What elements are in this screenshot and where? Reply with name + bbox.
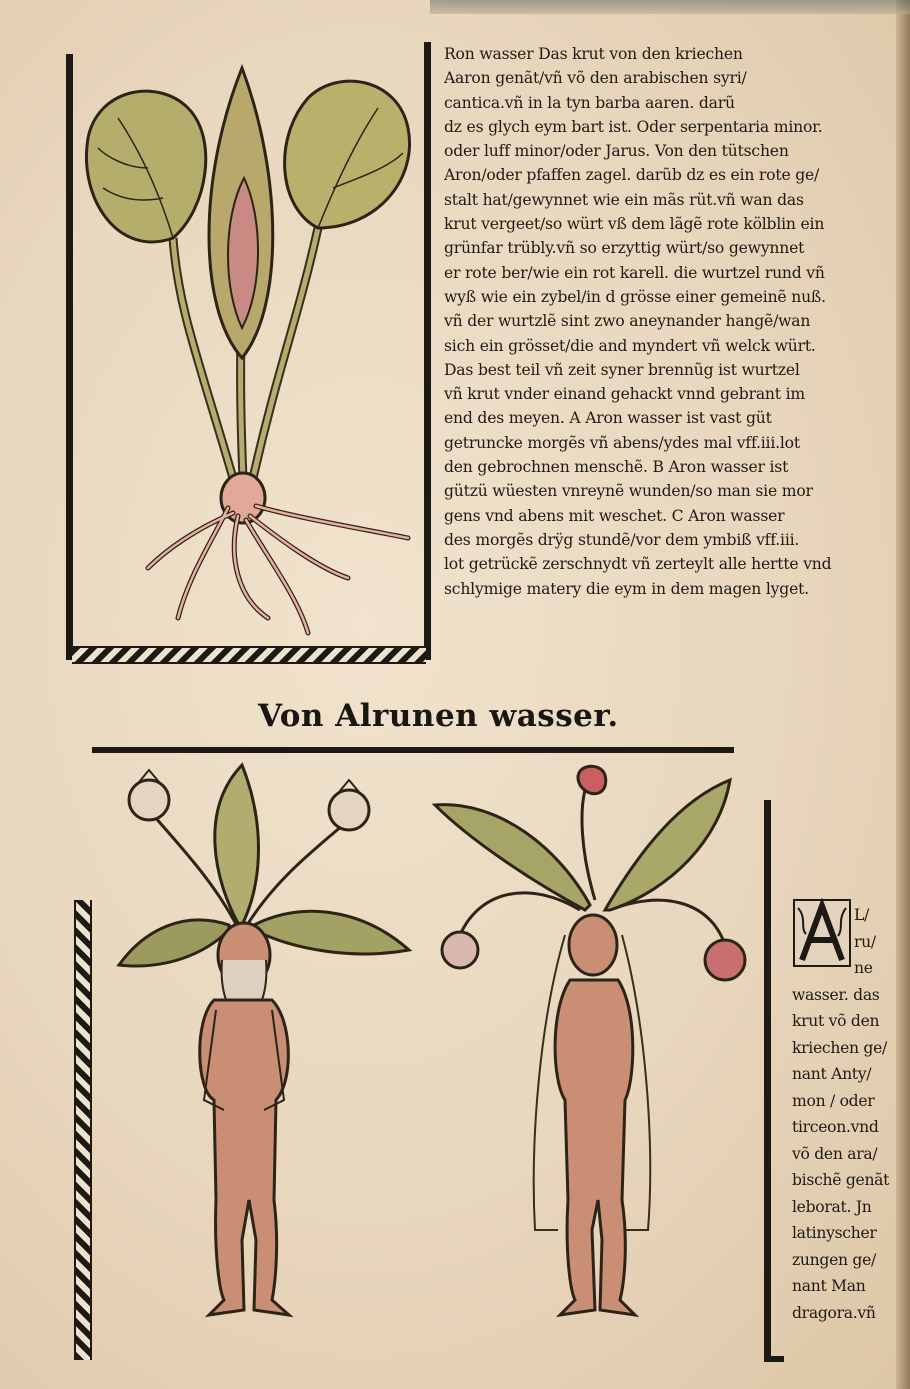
- text-line: gützü wüesten vnreynẽ wunden/so man sie mor: [444, 482, 813, 501]
- text-line: latinyscher: [792, 1224, 877, 1242]
- frame-right-rule: [424, 42, 431, 660]
- text-line: tirceon.vnd: [792, 1118, 879, 1136]
- text-line: wasser. das: [792, 985, 880, 1004]
- aron-wasser-text: [444, 42, 900, 601]
- frame-bottom-hatch: [72, 646, 426, 664]
- section-heading: Von Alrunen wasser.: [258, 698, 619, 734]
- text-line: lot getrückẽ zerschnydt vñ zerteylt alle hertte vnd: [444, 555, 832, 574]
- text-line: kriechen ge/: [792, 1038, 887, 1057]
- alrunen-wasser-text: [792, 902, 900, 1326]
- text-line: ru/: [854, 932, 876, 951]
- text-line: krut võ den: [792, 1012, 880, 1030]
- frame-left-rule: [66, 54, 73, 660]
- text-line: mon / oder: [792, 1091, 875, 1110]
- text-line: cantica.vñ in la tyn barba aaren. darũ: [444, 93, 735, 112]
- text-line: vñ der wurtzlẽ sint zwo aneynander hangẽ/wan: [444, 312, 811, 331]
- text-line: schlymige matery die eym in dem magen lyget.: [444, 579, 809, 598]
- male-mandrake-illustration: [104, 760, 424, 1340]
- text-line: nant Anty/: [792, 1065, 872, 1083]
- text-line: L/: [854, 906, 870, 924]
- text-line: er rote ber/wie ein rot karell. die wurtzel rund vñ: [444, 263, 825, 282]
- page-edge-shadow: [430, 0, 910, 14]
- text-line: den gebrochnen menschẽ. B Aron wasser ist: [444, 458, 789, 477]
- text-line: nant Man: [792, 1277, 866, 1295]
- text-line: Aaron genãt/vñ võ den arabischen syri/: [444, 69, 747, 88]
- text-line: zungen ge/: [792, 1250, 876, 1269]
- lower-left-hatch: [74, 900, 92, 1360]
- female-mandrake-illustration: [430, 760, 760, 1340]
- text-line: Ron wasser Das krut von den kriechen: [444, 45, 743, 63]
- text-line: võ den ara/: [792, 1144, 878, 1163]
- text-line: krut vergeet/so würt vß dem lãgẽ rote kölblin ein: [444, 215, 825, 234]
- text-line: Aron/oder pfaffen zagel. darũb dz es ein rote ge/: [444, 166, 820, 185]
- text-line: stalt hat/gewynnet wie ein mãs rüt.vñ wan das: [444, 190, 804, 209]
- text-line: dragora.vñ: [792, 1303, 876, 1322]
- lower-right-foot: [764, 1356, 784, 1362]
- text-line: getruncke morgẽs vñ abens/ydes mal vff.iii.lot: [444, 433, 800, 452]
- text-line: bischẽ genãt: [792, 1171, 890, 1189]
- text-line: vñ krut vnder einand gehackt vnnd gebrant im: [444, 385, 805, 404]
- lower-frame-top-rule: [92, 747, 734, 753]
- text-line: oder luff minor/oder Jarus. Von den tütschen: [444, 142, 789, 161]
- text-line: ne: [854, 959, 873, 977]
- text-line: Das best teil vñ zeit syner brennũg ist wurtzel: [444, 360, 800, 379]
- lower-right-rule: [764, 800, 771, 1360]
- text-line: des morgẽs drÿg stundẽ/vor dem ymbiß vff.iii.: [444, 530, 800, 549]
- text-line: dz es glych eym bart ist. Oder serpentaria minor.: [444, 117, 823, 136]
- text-line: end des meyen. A Aron wasser ist vast güt: [444, 409, 772, 428]
- text-line: grünfar trübly.vñ so erzyttig würt/so gewynnet: [444, 239, 805, 258]
- aron-plant-illustration: [78, 58, 424, 642]
- text-line: leborat. Jn: [792, 1197, 872, 1216]
- text-line: wyß wie ein zybel/in d grösse einer gemeinẽ nuß.: [444, 287, 826, 306]
- text-line: sich ein grösset/die and myndert vñ welck würt.: [444, 336, 816, 355]
- text-line: gens vnd abens mit weschet. C Aron wasser: [444, 506, 785, 525]
